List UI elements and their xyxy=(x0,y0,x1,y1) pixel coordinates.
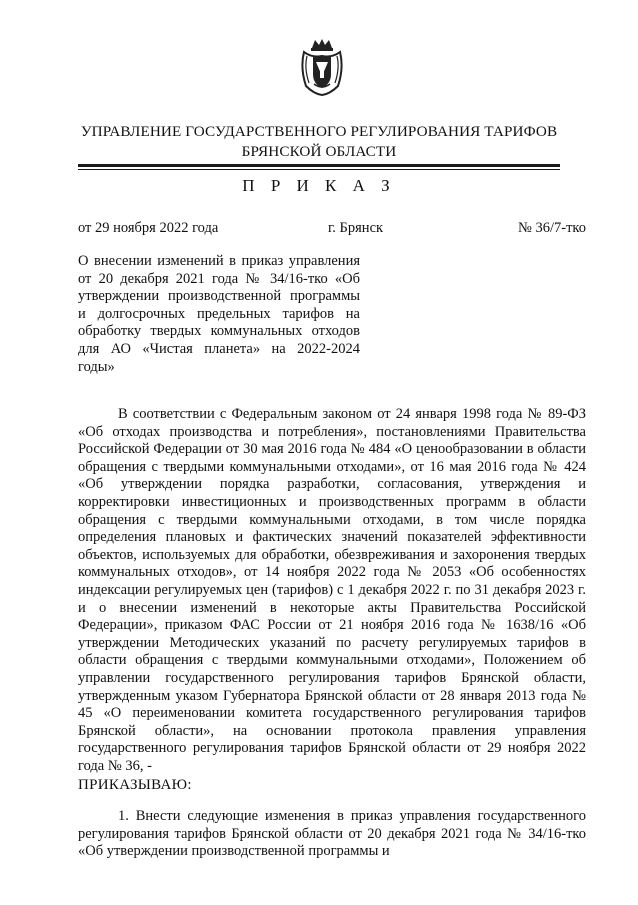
order-item-1: 1. Внести следующие изменения в приказ управления государственного регулирования тарифов Брянской области от 20 декабря 2021 года № 34/16-тко «Об утверждении производственной программы и xyxy=(78,808,586,860)
document-city: г. Брянск xyxy=(328,220,384,236)
document-type-title: П Р И К А З xyxy=(242,176,396,195)
header-divider-thin xyxy=(78,169,560,170)
document-number: № 36/7-тко xyxy=(518,220,586,236)
document-date: от 29 ноября 2022 года xyxy=(78,220,219,236)
organization-name-line1: УПРАВЛЕНИЕ ГОСУДАРСТВЕННОГО РЕГУЛИРОВАНИЯ ТАРИФОВ xyxy=(80,123,558,140)
header-divider-thick xyxy=(78,164,560,167)
document-body xyxy=(78,406,586,775)
coat-of-arms-icon xyxy=(298,38,346,96)
decree-heading: ПРИКАЗЫВАЮ: xyxy=(78,777,192,793)
preamble-paragraph: В соответствии с Федеральным законом от 24 января 1998 года № 89-ФЗ «Об отходах производства и потребления», постановлениями Правительства Российской Федерации от 30 мая 2016 года № 484 «О ценообразовании в области обращения с твердыми коммунальными отходами», от 16 мая 2016 года № 424 «Об утверждении порядка разработки, согласования, утверждения и корректировки инвестиционных и производственных программ в области обращения с твердыми коммунальными отходами, в том числе порядка определения плановых и фактических значений показателей эффективности объектов, используемых для обработки, обезвреживания и захоронения твердых коммунальных отходов», от 14 ноября 2022 года № 2053 «Об особенностях индексации регулируемых цен (тарифов) с 1 декабря 2022 г. по 31 декабря 2023 г. и о внесении изменений в некоторые акты Правительства Российской Федерации», приказом ФАС России от 21 ноября 2016 года № 1638/16 «Об утверждении Методических указаний по расчету регулируемых тарифов в области обращения с твердыми коммунальными отходами», Положением об управлении государственного регулирования тарифов Брянской области, утвержденным указом Губернатора Брянской области от 28 января 2013 года № 45 «О переименовании комитета государственного регулирования тарифов Брянской области», на основании протокола правления управления государственного регулирования тарифов Брянской области от 29 ноября 2022 года № 36, - xyxy=(78,406,586,774)
organization-name-line2: БРЯНСКОЙ ОБЛАСТИ xyxy=(241,143,397,160)
document-subject: О внесении изменений в приказ управления от 20 декабря 2021 года № 34/16-тко «Об утверждении производственной программы и долгосрочных предельных тарифов на обработку твердых коммунальных отходов для АО «Чистая планета» на 2022-2024 годы» xyxy=(78,253,360,375)
